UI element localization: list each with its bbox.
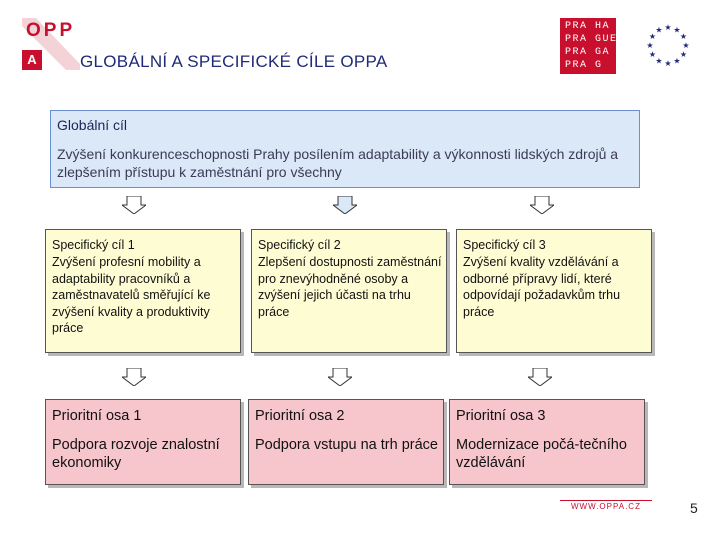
svg-text:★: ★ — [646, 41, 654, 50]
priority-axis-title: Prioritní osa 3 — [456, 408, 546, 424]
specific-goal-2 — [251, 229, 447, 353]
priority-axis-title: Prioritní osa 2 — [255, 408, 345, 424]
global-goal-label: Globální cíl — [57, 117, 128, 133]
oppa-logo — [22, 18, 80, 70]
down-arrow-icon — [333, 196, 357, 214]
svg-text:★: ★ — [655, 25, 663, 35]
praha-line-1: PRA HA — [565, 21, 611, 32]
footer-divider — [560, 500, 652, 501]
down-arrow-icon — [528, 368, 552, 386]
svg-text:★: ★ — [655, 56, 663, 66]
praha-logo — [560, 18, 618, 74]
global-goal-box — [50, 110, 640, 188]
praha-line-4: PRA G — [565, 60, 603, 71]
svg-text:★: ★ — [673, 25, 681, 35]
praha-line-2: PRA GUE — [565, 34, 618, 45]
svg-text:★: ★ — [679, 32, 688, 41]
priority-axis-1 — [45, 399, 241, 485]
priority-axis-2 — [248, 399, 444, 485]
logo-text: OPP — [26, 20, 76, 41]
svg-text:★: ★ — [664, 23, 672, 32]
global-goal-text: Zvýšení konkurenceschopnosti Prahy posílením adaptability a výkonnosti lidských zdrojů a zlepšením přístupu k zaměstnání pro všechny — [57, 146, 619, 180]
priority-axis-desc: Podpora rozvoje znalostní ekonomiky — [52, 437, 220, 471]
specific-goal-title: Specifický cíl 3 — [463, 238, 546, 252]
page-title: GLOBÁLNÍ A SPECIFICKÉ CÍLE OPPA — [80, 52, 388, 71]
logo-a-badge: A — [22, 50, 42, 70]
priority-axis-desc: Modernizace počá-tečního vzdělávání — [456, 437, 627, 471]
down-arrow-icon — [122, 368, 146, 386]
footer-url: WWW.OPPA.CZ — [571, 502, 641, 511]
specific-goal-title: Specifický cíl 2 — [258, 238, 341, 252]
svg-text:★: ★ — [648, 32, 657, 41]
priority-axis-3 — [449, 399, 645, 485]
page-number: 5 — [690, 500, 698, 516]
svg-text:★: ★ — [673, 56, 681, 66]
specific-goal-desc: Zvýšení profesní mobility a adaptability pracovníků a zaměstnavatelů směřující ke zvýšení kvality a produktivity práce — [52, 255, 211, 335]
svg-text:★: ★ — [679, 50, 688, 59]
priority-axis-desc: Podpora vstupu na trh práce — [255, 437, 438, 453]
svg-text:★: ★ — [664, 59, 672, 68]
priority-axis-title: Prioritní osa 1 — [52, 408, 142, 424]
specific-goal-title: Specifický cíl 1 — [52, 238, 135, 252]
specific-goal-1 — [45, 229, 241, 353]
down-arrow-icon — [328, 368, 352, 386]
eu-flag-icon — [628, 18, 708, 74]
specific-goal-3 — [456, 229, 652, 353]
specific-goal-desc: Zvýšení kvality vzdělávání a odborné přípravy lidí, které odpovídají požadavkům trhu práce — [463, 255, 621, 319]
specific-goal-desc: Zlepšení dostupnosti zaměstnání pro znevýhodněné osoby a zvýšení jejich účasti na trhu práce — [258, 255, 442, 319]
svg-text:★: ★ — [648, 50, 657, 59]
praha-line-3: PRA GA — [565, 47, 611, 58]
svg-text:★: ★ — [682, 41, 690, 50]
down-arrow-icon — [530, 196, 554, 214]
down-arrow-icon — [122, 196, 146, 214]
